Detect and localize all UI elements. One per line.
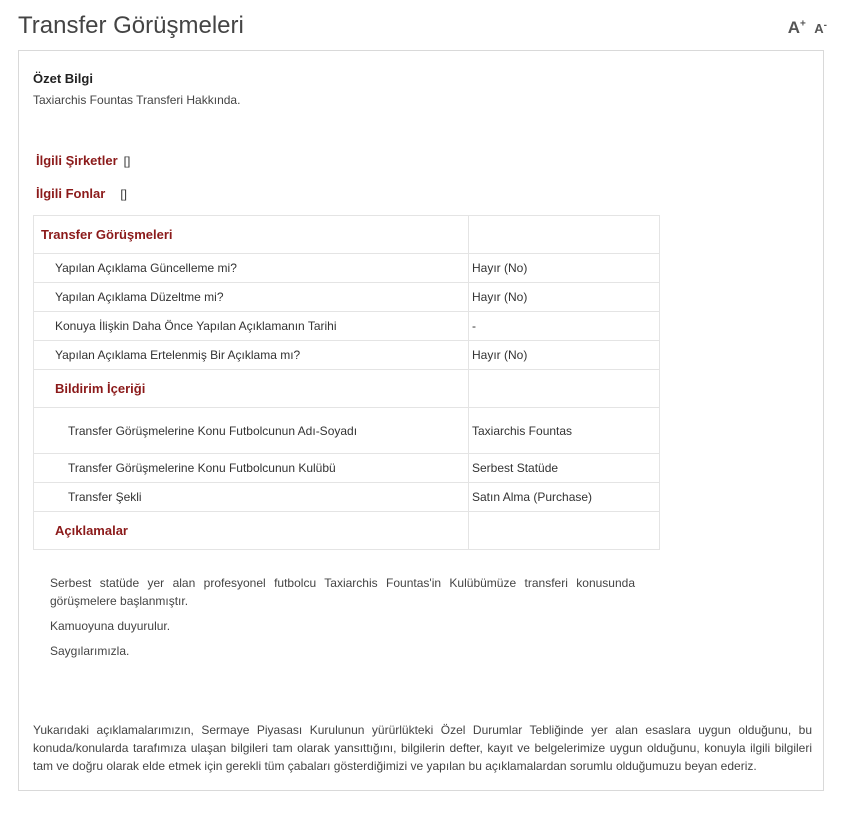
table-row-label: Konuya İlişkin Daha Önce Yapılan Açıklamanın Tarihi [34, 312, 469, 341]
table-row-value: Hayır (No) [469, 283, 660, 312]
table-row [34, 312, 660, 341]
font-increase-label: A [787, 18, 800, 37]
table-row-label: Yapılan Açıklama Ertelenmiş Bir Açıklama mı? [34, 341, 469, 370]
font-decrease-button[interactable] [814, 20, 827, 36]
content-panel [18, 50, 824, 791]
notes-paragraph: Kamuoyuna duyurulur. [50, 619, 171, 633]
table-row-value: Serbest Statüde [469, 454, 660, 483]
table-row-label: Transfer Şekli [34, 483, 469, 512]
table-row-value: Hayır (No) [469, 254, 660, 283]
font-decrease-label: A [814, 21, 824, 36]
related-companies-label: İlgili Şirketler [36, 153, 118, 168]
table-row-label: Yapılan Açıklama Güncelleme mi? [34, 254, 469, 283]
table-section-value [469, 216, 660, 254]
disclaimer-text: Yukarıdaki açıklamalarımızın, Sermaye Piyasası Kurulunun yürürlükteki Özel Durumlar Tebliğinde yer alan esaslara uygun olduğunu, bu konuda/konularda tarafımıza ulaşan bilgileri tam olarak yansıttığını, bilgilerin defter, kayıt ve belgelerimize uygun olduğunu, konuyla ilgili bilgileri tam ve doğru olarak elde etmek için gerekli tüm çabaları gösterdiğimizi ve yapılan bu açıklamalardan sorumlu olduğumuzu beyan ederiz. [33, 723, 812, 773]
table-row [34, 283, 660, 312]
related-funds-label: İlgili Fonlar [36, 186, 106, 201]
notes-text [50, 574, 635, 667]
notes-paragraph: Saygılarımızla. [50, 644, 130, 658]
notes-paragraph: Serbest statüde yer alan profesyonel futbolcu Taxiarchis Fountas'in Kulübümüze transferi konusunda görüşmelere başlanmıştır. [50, 576, 635, 608]
related-companies-value: [] [123, 154, 131, 168]
table-row [34, 408, 660, 454]
table-row-value: Hayır (No) [469, 341, 660, 370]
font-increase-button[interactable] [788, 18, 806, 38]
table-subsection-title: Bildirim İçeriği [34, 370, 469, 408]
summary-title: Özet Bilgi [33, 71, 93, 86]
table-row-label: Transfer Görüşmelerine Konu Futbolcunun Kulübü [34, 454, 469, 483]
table-notes-row [34, 512, 660, 550]
table-row-value: Taxiarchis Fountas [469, 408, 660, 454]
table-row-value: Satın Alma (Purchase) [469, 483, 660, 512]
summary-text: Taxiarchis Fountas Transferi Hakkında. [33, 93, 241, 107]
related-funds [36, 186, 127, 201]
table-notes-title: Açıklamalar [34, 512, 469, 550]
font-decrease-sup: - [823, 19, 827, 31]
related-companies [36, 153, 130, 168]
disclosure-table [33, 215, 660, 550]
related-funds-value: [] [120, 187, 128, 201]
table-row-label: Transfer Görüşmelerine Konu Futbolcunun Adı-Soyadı [34, 408, 469, 454]
table-section-row [34, 216, 660, 254]
table-section-title: Transfer Görüşmeleri [34, 216, 469, 254]
table-row [34, 341, 660, 370]
page-title: Transfer Görüşmeleri [18, 12, 244, 39]
font-increase-sup: + [799, 18, 806, 30]
table-row [34, 483, 660, 512]
table-row-value: - [469, 312, 660, 341]
table-row [34, 454, 660, 483]
table-subsection-value [469, 370, 660, 408]
table-row [34, 254, 660, 283]
font-size-controls [788, 18, 827, 38]
table-notes-value [469, 512, 660, 550]
table-row-label: Yapılan Açıklama Düzeltme mi? [34, 283, 469, 312]
table-subsection-row [34, 370, 660, 408]
